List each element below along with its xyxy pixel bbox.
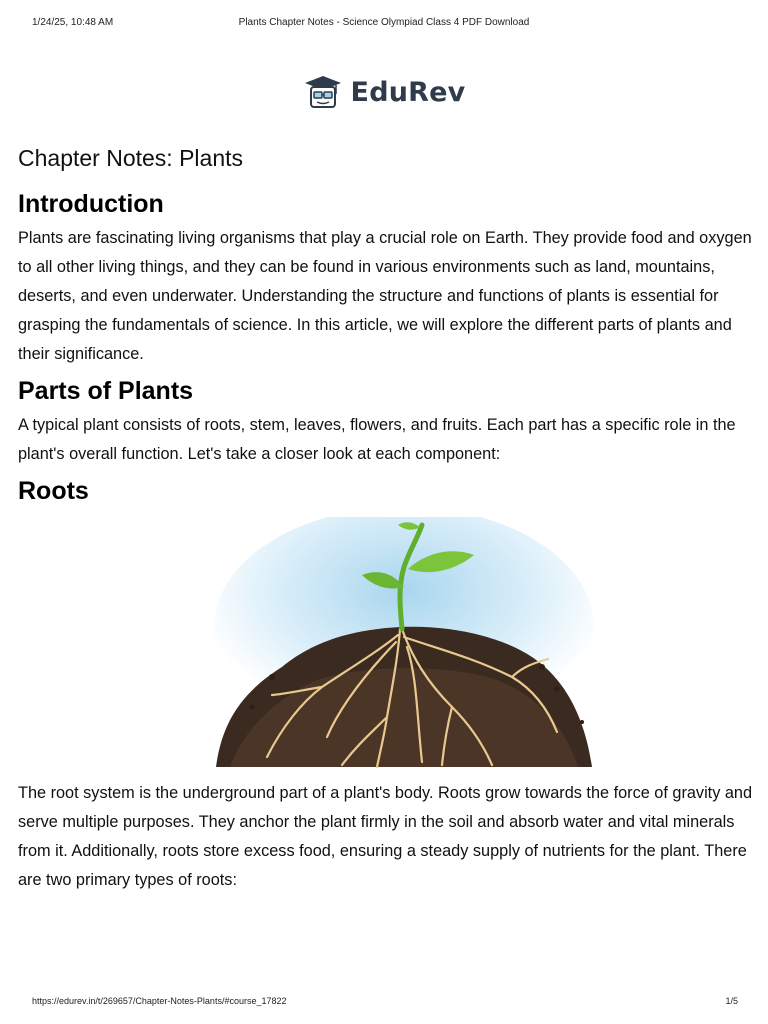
print-datetime: 1/24/25, 10:48 AM: [32, 17, 114, 28]
roots-heading: Roots: [18, 477, 89, 505]
graduation-cap-icon: [303, 74, 343, 110]
print-page-title: Plants Chapter Notes - Science Olympiad Class 4 PDF Download: [238, 17, 530, 28]
document-title: Chapter Notes: Plants: [18, 145, 244, 171]
intro-heading: Introduction: [18, 190, 164, 218]
edurev-logo[interactable]: [0, 72, 768, 112]
roots-illustration: [212, 517, 596, 769]
document-body: [18, 142, 754, 901]
logo-text: EduRev: [350, 76, 466, 108]
roots-paragraph: The root system is the underground part of a plant's body. Roots grow towards the force of gravity and serve multiple purposes. They anchor the plant firmly in the soil and absorb water and vital minerals from it. Additionally, roots store excess food, ensuring a steady supply of nutrients for the plant. There are two primary types of roots:: [18, 784, 753, 889]
intro-paragraph: Plants are fascinating living organisms that play a crucial role on Earth. They provide food and oxygen to all other living things, and they can be found in various environments such as land, mountains, deserts, and even underwater. Understanding the structure and functions of plants is essential for grasping the fundamentals of science. In this article, we will explore the different parts of plants and their significance.: [18, 229, 752, 363]
parts-paragraph: A typical plant consists of roots, stem, leaves, flowers, and fruits. Each part has a specific role in the plant's overall function. Let's take a closer look at each component:: [18, 416, 736, 463]
parts-heading: Parts of Plants: [18, 377, 194, 405]
print-url: https://edurev.in/t/269657/Chapter-Notes-Plants/#course_17822: [32, 996, 287, 1006]
page-number: 1/5: [725, 996, 738, 1006]
